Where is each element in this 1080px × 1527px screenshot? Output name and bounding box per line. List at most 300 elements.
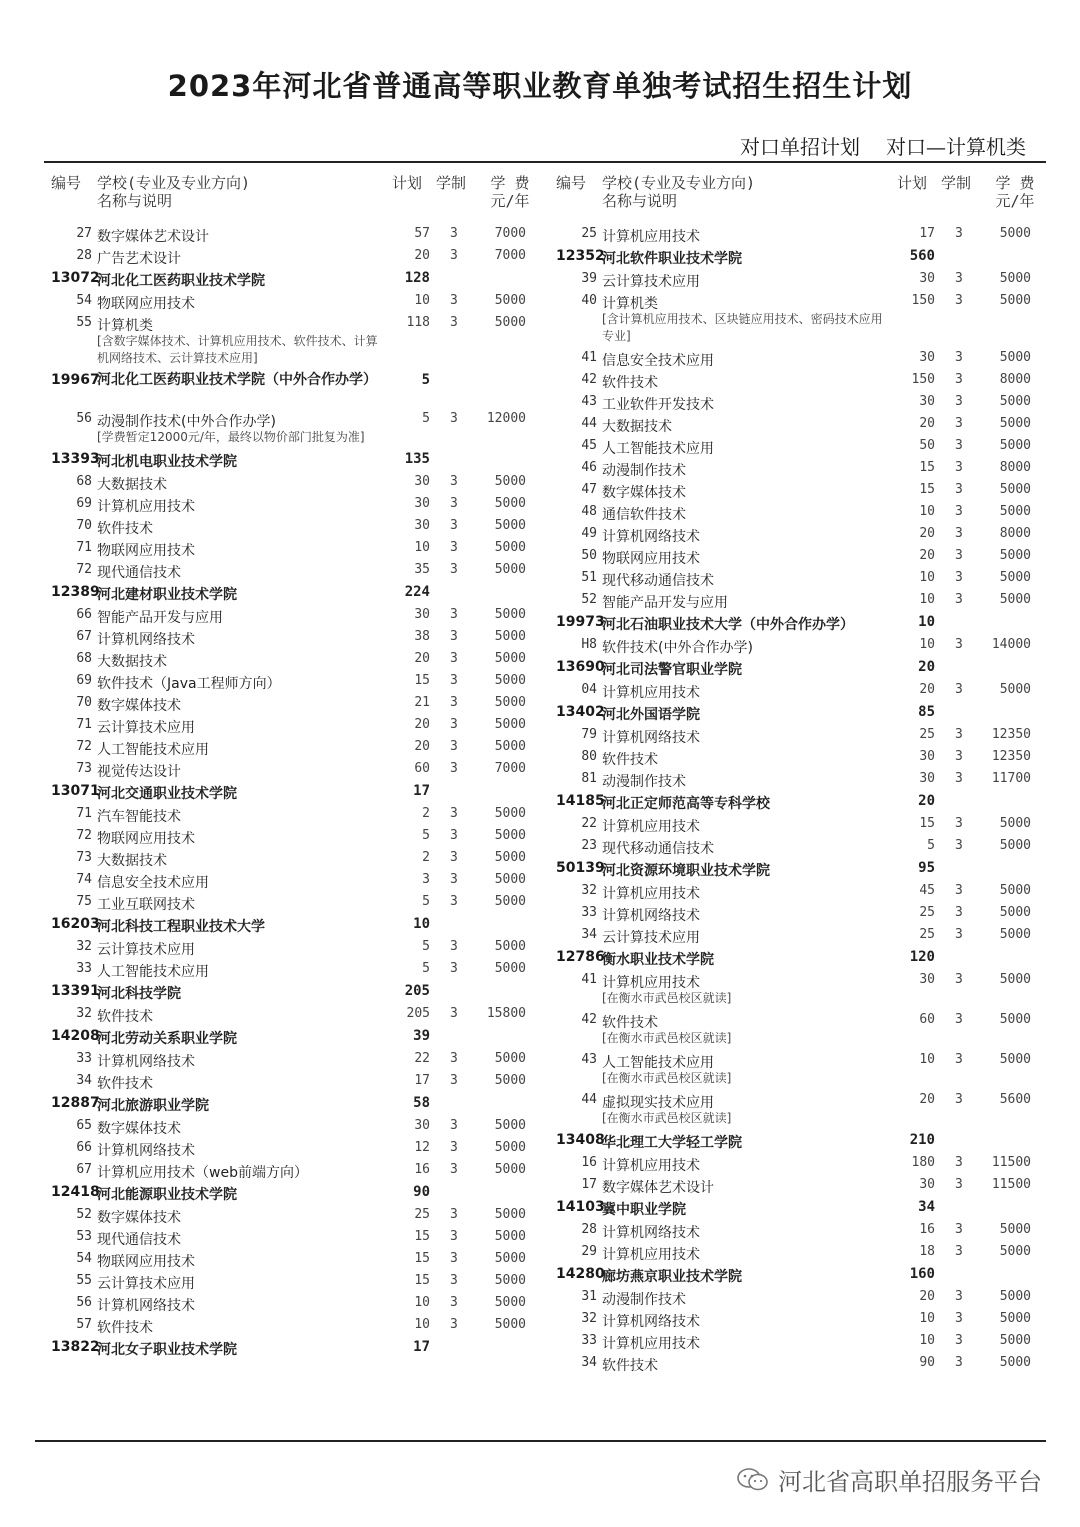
program-fee: 5000 [999, 1333, 1031, 1348]
program-name: 计算机网络技术 [602, 529, 700, 545]
program-years: 3 [955, 271, 963, 286]
header-name [97, 174, 250, 210]
school-row [46, 914, 536, 937]
page-title: 2023年河北省普通高等职业教育单独考试招生招生计划 [167, 69, 913, 103]
program-code: 47 [581, 482, 597, 497]
program-name: 计算机类 [97, 318, 153, 334]
program-years: 3 [450, 226, 458, 241]
program-name: 云计算技术应用 [97, 942, 195, 958]
bottom-rule [35, 1440, 1046, 1442]
program-row [551, 970, 1041, 992]
header-fee-line2: 元/年 [490, 192, 530, 210]
program-plan: 60 [414, 761, 430, 776]
program-row [551, 1050, 1041, 1072]
program-plan: 20 [919, 682, 935, 697]
right-header [551, 172, 1041, 224]
school-code: 13071 [51, 783, 100, 799]
program-code: 69 [76, 496, 92, 511]
program-code: 39 [581, 271, 597, 286]
program-code: 41 [581, 350, 597, 365]
program-code: 44 [581, 1092, 597, 1107]
school-plan-total: 205 [404, 983, 430, 999]
program-row [551, 392, 1041, 414]
program-name: 数字媒体技术 [97, 1210, 181, 1226]
program-plan: 25 [414, 1207, 430, 1222]
program-row [46, 246, 536, 268]
program-years: 3 [450, 651, 458, 666]
program-name: 计算机应用技术 [97, 499, 195, 515]
program-name: 智能产品开发与应用 [97, 610, 223, 626]
program-plan: 5 [422, 939, 430, 954]
program-name: 数字媒体技术 [97, 1121, 181, 1137]
program-plan: 30 [414, 607, 430, 622]
program-plan: 17 [919, 226, 935, 241]
school-plan-total: 20 [918, 793, 935, 809]
program-code: 34 [76, 1073, 92, 1088]
program-code: 44 [581, 416, 597, 431]
school-name: 河北交通职业技术学院 [97, 786, 237, 802]
program-years: 3 [955, 226, 963, 241]
program-row [46, 1293, 536, 1315]
program-name: 计算机应用技术 [602, 975, 700, 991]
program-plan: 3 [422, 872, 430, 887]
header-name-line1: 学校(专业及专业方向) [602, 174, 756, 192]
program-plan: 90 [919, 1355, 935, 1370]
school-plan-total: 5 [421, 372, 430, 388]
program-name: 物联网应用技术 [97, 831, 195, 847]
program-name: 视觉传达设计 [97, 764, 181, 780]
program-row [551, 1010, 1041, 1032]
program-years: 3 [450, 518, 458, 533]
program-code: 32 [581, 1311, 597, 1326]
program-name: 物联网应用技术 [97, 1254, 195, 1270]
program-name: 计算机网络技术 [97, 632, 195, 648]
program-plan: 16 [414, 1162, 430, 1177]
program-name: 计算机应用技术 [602, 1158, 700, 1174]
program-row [551, 1353, 1041, 1375]
program-code: 32 [76, 1006, 92, 1021]
program-code: 68 [76, 651, 92, 666]
program-row [551, 1287, 1041, 1309]
program-code: 22 [581, 816, 597, 831]
program-row [46, 1271, 536, 1293]
school-name: 河北能源职业技术学院 [97, 1187, 237, 1203]
program-code: 41 [581, 972, 597, 987]
program-code: 68 [76, 474, 92, 489]
program-plan: 150 [911, 293, 935, 308]
program-years: 3 [955, 592, 963, 607]
program-fee: 5000 [494, 1317, 526, 1332]
program-row [551, 269, 1041, 291]
header-fee-line1: 学 费 [995, 174, 1035, 192]
watermark [736, 1462, 1042, 1497]
program-row [551, 502, 1041, 524]
program-fee: 7000 [494, 226, 526, 241]
program-plan: 10 [919, 1052, 935, 1067]
program-years: 3 [955, 816, 963, 831]
program-fee: 5000 [999, 438, 1031, 453]
program-row [551, 458, 1041, 480]
program-code: 66 [76, 1140, 92, 1155]
program-name: 计算机应用技术 [602, 229, 700, 245]
program-name: 计算机网络技术 [97, 1054, 195, 1070]
program-name: 大数据技术 [97, 853, 167, 869]
program-fee: 5000 [999, 1311, 1031, 1326]
program-years: 3 [955, 749, 963, 764]
program-code: 33 [581, 905, 597, 920]
program-years: 3 [955, 416, 963, 431]
school-name: 河北正定师范高等专科学校 [602, 796, 770, 812]
program-row [551, 546, 1041, 568]
program-fee: 5000 [494, 1273, 526, 1288]
program-code: 70 [76, 518, 92, 533]
school-plan-total: 10 [918, 614, 935, 630]
school-plan-total: 85 [918, 704, 935, 720]
program-code: 69 [76, 673, 92, 688]
program-fee: 5000 [999, 416, 1031, 431]
program-plan: 25 [919, 905, 935, 920]
program-fee: 15800 [486, 1006, 526, 1021]
school-row [551, 1197, 1041, 1220]
program-row [551, 414, 1041, 436]
school-name: 河北女子职业技术学院 [97, 1342, 237, 1358]
program-name: 软件技术 [97, 521, 153, 537]
program-fee: 5000 [494, 739, 526, 754]
program-years: 3 [955, 727, 963, 742]
program-name: 现代通信技术 [97, 1232, 181, 1248]
program-code: 71 [76, 540, 92, 555]
school-code: 12887 [51, 1095, 100, 1111]
program-code: 52 [581, 592, 597, 607]
school-row [551, 702, 1041, 725]
program-row [46, 313, 536, 335]
school-row [551, 1130, 1041, 1153]
program-code: 25 [581, 226, 597, 241]
program-fee: 5000 [494, 1229, 526, 1244]
program-row [46, 759, 536, 781]
header-fee [488, 174, 532, 210]
program-code: 71 [76, 717, 92, 732]
program-name: 工业互联网技术 [97, 897, 195, 913]
program-name: 大数据技术 [602, 419, 672, 435]
program-fee: 5000 [999, 816, 1031, 831]
school-plan-total: 17 [413, 1339, 430, 1355]
program-row [46, 1227, 536, 1249]
program-row [46, 715, 536, 737]
school-plan-total: 210 [909, 1132, 935, 1148]
program-fee: 5000 [494, 673, 526, 688]
program-fee: 11500 [991, 1177, 1031, 1192]
program-plan: 10 [919, 570, 935, 585]
program-fee: 5000 [999, 883, 1031, 898]
program-name: 动漫制作技术(中外合作办学) [97, 414, 276, 430]
program-name: 软件技术 [602, 1015, 658, 1031]
program-years: 3 [955, 1177, 963, 1192]
school-name: 冀中职业学院 [602, 1202, 686, 1218]
program-name: 大数据技术 [97, 477, 167, 493]
program-years: 3 [955, 771, 963, 786]
program-code: 54 [76, 1251, 92, 1266]
program-name: 通信软件技术 [602, 507, 686, 523]
program-row [551, 925, 1041, 947]
program-plan: 30 [919, 271, 935, 286]
program-years: 3 [955, 1092, 963, 1107]
program-plan: 5 [422, 961, 430, 976]
left-rows [46, 224, 536, 1360]
header-years: 学制 [941, 174, 972, 192]
program-fee: 5000 [494, 562, 526, 577]
program-plan: 15 [414, 1251, 430, 1266]
program-row [551, 590, 1041, 612]
program-name: 人工智能技术应用 [602, 1055, 714, 1071]
program-name: 信息安全技术应用 [97, 875, 209, 891]
school-code: 12418 [51, 1184, 100, 1200]
program-fee: 5000 [494, 315, 526, 330]
program-row [551, 1220, 1041, 1242]
school-name: 华北理工大学轻工学院 [602, 1135, 742, 1151]
program-fee: 7000 [494, 761, 526, 776]
program-code: 79 [581, 727, 597, 742]
program-fee: 5000 [494, 651, 526, 666]
program-plan: 57 [414, 226, 430, 241]
school-code: 16203 [51, 916, 100, 932]
program-fee: 5000 [999, 972, 1031, 987]
program-name: 软件技术（Java工程师方向） [97, 676, 281, 692]
right-column [551, 172, 1041, 1375]
school-name: 河北化工医药职业技术学院（中外合作办学） [97, 372, 377, 388]
program-row [46, 959, 536, 981]
program-plan: 10 [919, 1311, 935, 1326]
program-row [46, 892, 536, 914]
school-code: 14280 [556, 1266, 605, 1282]
program-name: 计算机应用技术 [602, 1247, 700, 1263]
program-fee: 5000 [494, 1162, 526, 1177]
program-years: 3 [450, 1118, 458, 1133]
school-plan-total: 160 [909, 1266, 935, 1282]
program-name: 软件技术 [97, 1076, 153, 1092]
program-code: 42 [581, 1012, 597, 1027]
program-years: 3 [450, 1251, 458, 1266]
program-note: [在衡水市武邑校区就读] [602, 1031, 732, 1045]
program-years: 3 [955, 1289, 963, 1304]
program-row [46, 1004, 536, 1026]
program-fee: 5000 [494, 629, 526, 644]
program-code: 33 [76, 1051, 92, 1066]
program-plan: 2 [422, 850, 430, 865]
program-row [551, 769, 1041, 791]
program-code: 53 [76, 1229, 92, 1244]
header-years: 学制 [436, 174, 467, 192]
program-fee: 5000 [494, 894, 526, 909]
program-years: 3 [955, 570, 963, 585]
subtitle-category: 对口—计算机类 [886, 135, 1026, 159]
program-code: 55 [76, 315, 92, 330]
program-code: 73 [76, 761, 92, 776]
program-name: 现代通信技术 [97, 565, 181, 581]
program-fee: 5000 [494, 961, 526, 976]
program-fee: 5000 [494, 850, 526, 865]
program-name: 计算机网络技术 [602, 730, 700, 746]
program-row [46, 291, 536, 313]
school-plan-total: 135 [404, 451, 430, 467]
watermark-text: 河北省高职单招服务平台 [778, 1468, 1042, 1496]
program-fee: 5000 [494, 695, 526, 710]
school-plan-total: 20 [918, 659, 935, 675]
program-row [551, 814, 1041, 836]
program-years: 3 [450, 315, 458, 330]
program-code: 04 [581, 682, 597, 697]
header-plan: 计划 [392, 174, 423, 192]
school-row [551, 947, 1041, 970]
program-plan: 10 [919, 1333, 935, 1348]
program-years: 3 [955, 438, 963, 453]
program-row [551, 903, 1041, 925]
program-years: 3 [955, 1311, 963, 1326]
program-plan: 60 [919, 1012, 935, 1027]
program-name: 现代移动通信技术 [602, 841, 714, 857]
program-plan: 16 [919, 1222, 935, 1237]
program-row [46, 1315, 536, 1337]
program-plan: 10 [414, 293, 430, 308]
school-code: 12389 [51, 584, 100, 600]
program-fee: 5000 [999, 1012, 1031, 1027]
program-row [46, 870, 536, 892]
program-years: 3 [450, 673, 458, 688]
program-name: 云计算技术应用 [602, 274, 700, 290]
program-years: 3 [955, 637, 963, 652]
school-name: 衡水职业技术学院 [602, 952, 714, 968]
program-years: 3 [450, 717, 458, 732]
program-row [46, 649, 536, 671]
program-fee: 5000 [494, 540, 526, 555]
program-row [551, 836, 1041, 858]
program-plan: 30 [414, 474, 430, 489]
program-years: 3 [450, 739, 458, 754]
program-years: 3 [450, 1140, 458, 1155]
program-plan: 20 [414, 739, 430, 754]
program-fee: 5000 [494, 872, 526, 887]
program-code: 72 [76, 828, 92, 843]
program-fee: 5000 [999, 927, 1031, 942]
program-plan: 25 [919, 727, 935, 742]
school-code: 13690 [556, 659, 605, 675]
program-fee: 5000 [494, 1207, 526, 1222]
program-row [46, 1205, 536, 1227]
program-name: 计算机应用技术 [602, 886, 700, 902]
program-years: 3 [955, 482, 963, 497]
program-code: H8 [581, 637, 597, 652]
program-fee: 11700 [991, 771, 1031, 786]
program-row [551, 480, 1041, 502]
program-code: 34 [581, 1355, 597, 1370]
program-row [551, 747, 1041, 769]
program-code: 72 [76, 562, 92, 577]
program-code: 56 [76, 411, 92, 426]
school-row [46, 981, 536, 1004]
program-fee: 12350 [991, 749, 1031, 764]
program-name: 云计算技术应用 [602, 930, 700, 946]
school-plan-total: 10 [413, 916, 430, 932]
program-row [551, 348, 1041, 370]
program-row [46, 538, 536, 560]
program-name: 软件技术 [602, 1358, 658, 1374]
program-fee: 5000 [999, 350, 1031, 365]
program-plan: 20 [919, 1289, 935, 1304]
program-row [551, 524, 1041, 546]
program-name: 汽车智能技术 [97, 809, 181, 825]
program-name: 信息安全技术应用 [602, 353, 714, 369]
program-row [46, 1049, 536, 1071]
program-code: 27 [76, 226, 92, 241]
plan-subtitle [714, 131, 1026, 160]
program-plan: 25 [919, 927, 935, 942]
program-years: 3 [955, 1052, 963, 1067]
program-code: 31 [581, 1289, 597, 1304]
header-name [602, 174, 755, 210]
program-plan: 50 [919, 438, 935, 453]
header-name-line2: 名称与说明 [602, 192, 678, 210]
program-fee: 5000 [999, 226, 1031, 241]
school-plan-total: 560 [909, 248, 935, 264]
school-name: 河北资源环境职业技术学院 [602, 863, 770, 879]
school-code: 50139 [556, 860, 605, 876]
program-plan: 180 [911, 1155, 935, 1170]
program-years: 3 [450, 1162, 458, 1177]
program-plan: 205 [406, 1006, 430, 1021]
program-years: 3 [450, 1317, 458, 1332]
program-row [551, 568, 1041, 590]
program-years: 3 [955, 1244, 963, 1259]
program-code: 72 [76, 739, 92, 754]
program-name: 人工智能技术应用 [602, 441, 714, 457]
program-plan: 18 [919, 1244, 935, 1259]
program-years: 3 [450, 562, 458, 577]
program-name: 物联网应用技术 [602, 551, 700, 567]
program-row [551, 370, 1041, 392]
program-years: 3 [450, 695, 458, 710]
program-name: 动漫制作技术 [602, 463, 686, 479]
program-plan: 30 [919, 350, 935, 365]
program-name: 计算机网络技术 [602, 908, 700, 924]
program-fee: 5000 [494, 828, 526, 843]
program-name: 计算机应用技术 [602, 819, 700, 835]
school-plan-total: 17 [413, 783, 430, 799]
program-years: 3 [955, 682, 963, 697]
program-years: 3 [450, 872, 458, 887]
program-fee: 5000 [494, 518, 526, 533]
school-row [46, 582, 536, 605]
program-fee: 5000 [494, 1295, 526, 1310]
program-name: 软件技术 [97, 1320, 153, 1336]
program-years: 3 [450, 1207, 458, 1222]
program-code: 70 [76, 695, 92, 710]
program-name: 大数据技术 [97, 654, 167, 670]
school-name: 河北建材职业技术学院 [97, 587, 237, 603]
program-name: 计算机网络技术 [97, 1298, 195, 1314]
program-code: 23 [581, 838, 597, 853]
program-name: 动漫制作技术 [602, 1292, 686, 1308]
program-note: [含数字媒体技术、计算机应用技术、软件技术、计算机网络技术、云计算技术应用] [97, 334, 378, 365]
school-plan-total: 95 [918, 860, 935, 876]
program-years: 3 [450, 850, 458, 865]
program-code: 33 [76, 961, 92, 976]
school-code: 14185 [556, 793, 605, 809]
left-column [46, 172, 536, 1360]
program-name: 现代移动通信技术 [602, 573, 714, 589]
program-years: 3 [955, 526, 963, 541]
program-row [46, 1138, 536, 1160]
program-name: 人工智能技术应用 [97, 964, 209, 980]
